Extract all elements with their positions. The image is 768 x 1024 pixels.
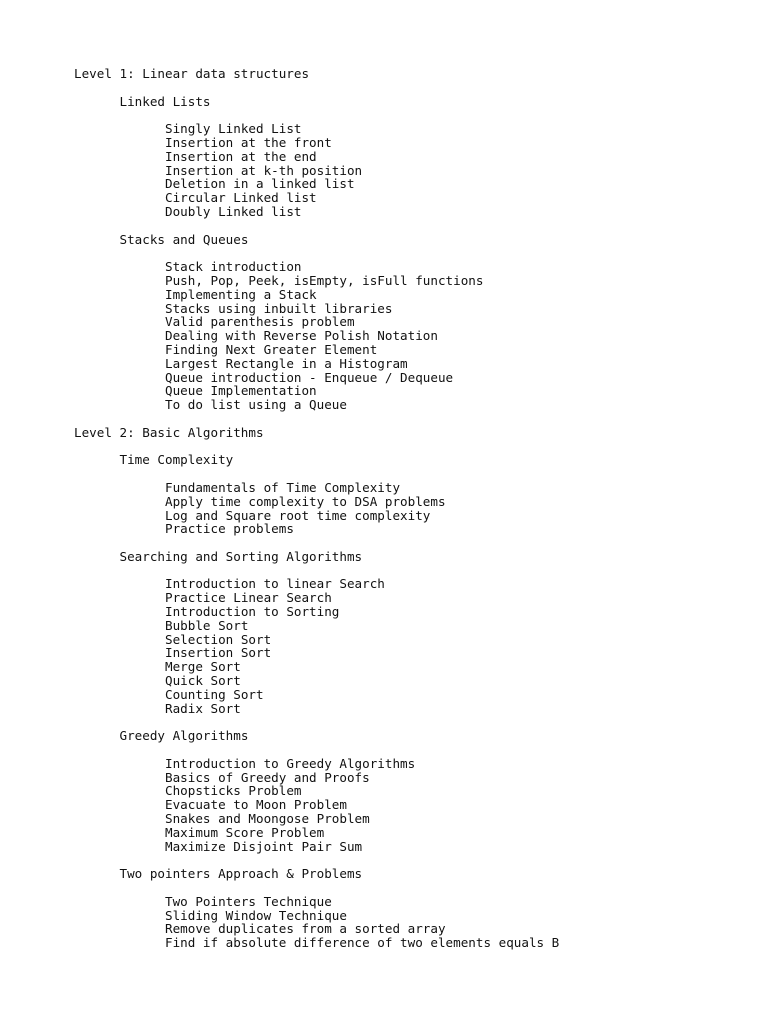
topic-item: Insertion at the end [165, 148, 317, 164]
topic-item: Sliding Window Technique [165, 907, 347, 923]
topic-item: Practice Linear Search [165, 590, 332, 606]
section-title: Two pointers Approach & Problems [119, 866, 363, 882]
section-title: Greedy Algorithms [119, 728, 249, 744]
topic-item: Radix Sort [165, 700, 241, 716]
topic-list [165, 757, 754, 854]
topic-item: Apply time complexity to DSA problems [165, 493, 446, 509]
section-searching-and-sorting [120, 550, 755, 716]
section-title: Searching and Sorting Algorithms [119, 548, 363, 564]
topic-item: Log and Square root time complexity [165, 507, 431, 523]
level-title: Level 1: Linear data structures [74, 66, 310, 81]
topic-item: Push, Pop, Peek, isEmpty, isFull functions [165, 272, 484, 288]
topic-item: Stack introduction [165, 259, 302, 275]
topic-list [165, 577, 754, 715]
topic-item: Deletion in a linked list [165, 176, 355, 192]
topic-item: Queue introduction - Enqueue / Dequeue [165, 369, 454, 385]
section-title: Stacks and Queues [119, 231, 249, 247]
level-2 [74, 426, 754, 950]
section-title: Linked Lists [119, 93, 211, 109]
topic-item: Snakes and Moongose Problem [165, 811, 370, 827]
section-time-complexity [120, 453, 755, 536]
topic-item: Fundamentals of Time Complexity [165, 479, 401, 495]
section-title: Time Complexity [119, 452, 234, 468]
topic-item: Dealing with Reverse Polish Notation [165, 328, 438, 344]
topic-item: Bubble Sort [165, 617, 249, 633]
topic-item: Merge Sort [165, 659, 241, 675]
topic-item: Maximize Disjoint Pair Sum [165, 838, 363, 854]
topic-item: Find if absolute difference of two elements equals B [165, 935, 560, 951]
topic-list [165, 895, 754, 950]
document-body [74, 67, 754, 964]
topic-item: Finding Next Greater Element [165, 341, 378, 357]
topic-item: Introduction to linear Search [165, 576, 385, 592]
section-stacks-and-queues [120, 233, 755, 412]
topic-list [165, 122, 754, 219]
topic-item: Queue Implementation [165, 383, 317, 399]
topic-item: Maximum Score Problem [165, 824, 325, 840]
topic-item: Practice problems [165, 521, 294, 537]
topic-item: Largest Rectangle in a Histogram [165, 355, 408, 371]
topic-item: Chopsticks Problem [165, 783, 302, 799]
level-1 [74, 67, 754, 412]
topic-item: Circular Linked list [165, 190, 317, 206]
topic-item: Stacks using inbuilt libraries [165, 300, 393, 316]
topic-item: Introduction to Greedy Algorithms [165, 755, 416, 771]
topic-item: Insertion Sort [165, 645, 272, 661]
topic-item: Two Pointers Technique [165, 893, 332, 909]
topic-item: Quick Sort [165, 673, 241, 689]
topic-item: Implementing a Stack [165, 286, 317, 302]
section-greedy-algorithms [120, 729, 755, 853]
topic-item: Doubly Linked list [165, 203, 302, 219]
section-linked-lists [120, 95, 755, 219]
topic-item: Remove duplicates from a sorted array [165, 921, 446, 937]
topic-item: Selection Sort [165, 631, 272, 647]
topic-item: To do list using a Queue [165, 397, 347, 413]
topic-item: Basics of Greedy and Proofs [165, 769, 370, 785]
topic-item: Counting Sort [165, 686, 264, 702]
section-two-pointers [120, 867, 755, 950]
topic-list [165, 481, 754, 536]
topic-item: Singly Linked List [165, 121, 302, 137]
topic-item: Valid parenthesis problem [165, 314, 355, 330]
topic-list [165, 260, 754, 412]
topic-item: Insertion at k-th position [165, 162, 363, 178]
level-title: Level 2: Basic Algorithms [74, 424, 264, 440]
topic-item: Evacuate to Moon Problem [165, 797, 347, 813]
topic-item: Insertion at the front [165, 134, 332, 150]
topic-item: Introduction to Sorting [165, 604, 340, 620]
